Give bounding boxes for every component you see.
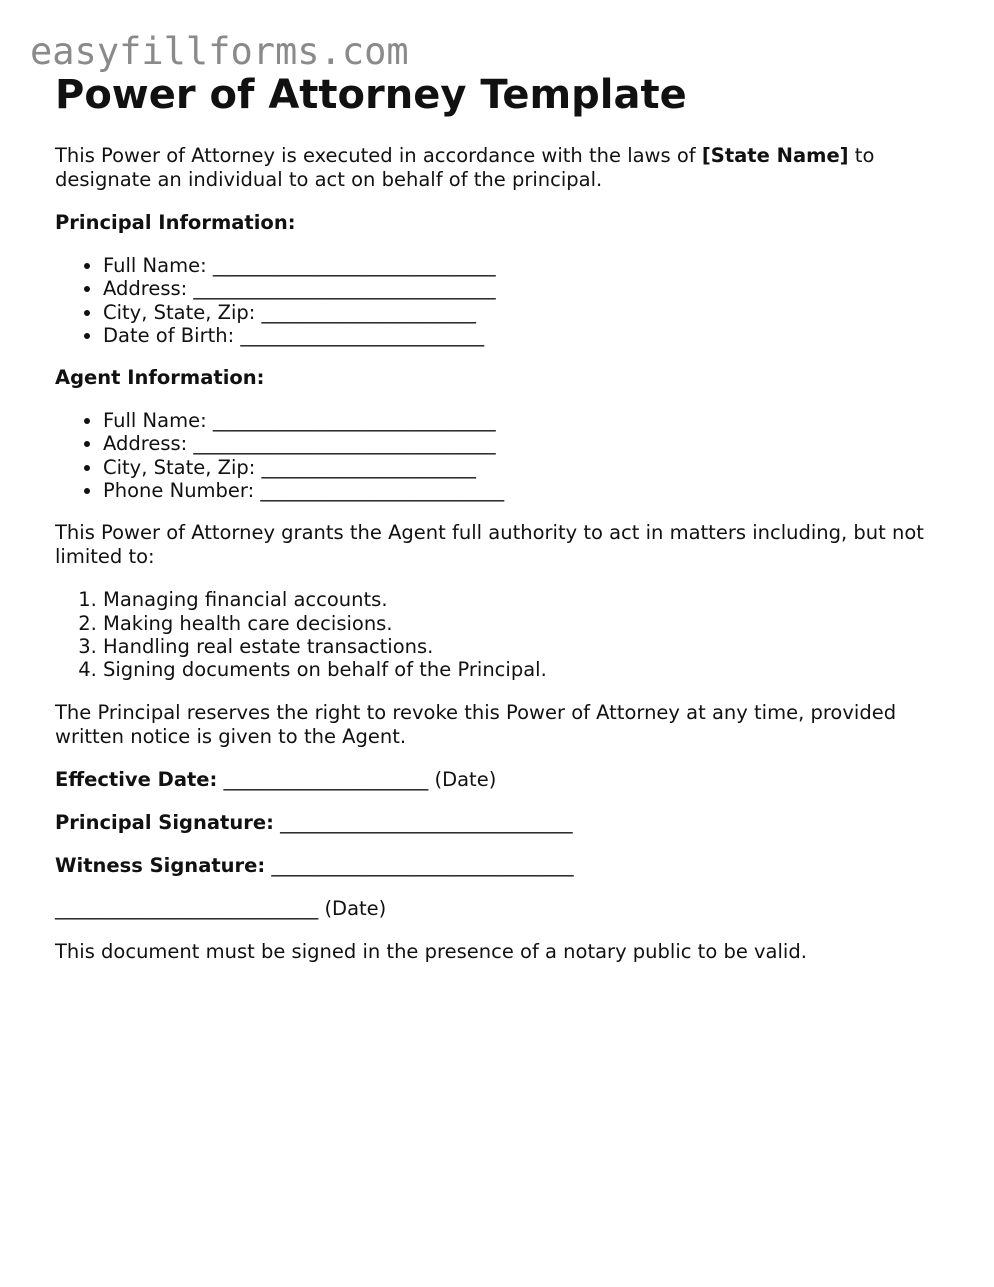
witness-date-field[interactable]: ___________________________ (Date): [55, 896, 387, 920]
agent-section-heading: Agent Information:: [55, 366, 265, 390]
effective-date-blank[interactable]: _____________________ (Date): [217, 767, 497, 791]
agent-fields-list: [55, 409, 935, 502]
document-body: [55, 70, 935, 964]
principal-signature-label: Principal Signature:: [55, 810, 274, 834]
principal-full-name-field[interactable]: • Full Name: _____________________________: [103, 254, 935, 277]
principal-fields-list: [55, 254, 935, 347]
watermark: easyfillforms.com: [30, 30, 409, 73]
revoke-paragraph: The Principal reserves the right to revoke this Power of Attorney at any time, provided written notice is given to the Agent.: [55, 700, 897, 748]
principal-date-of-birth-field[interactable]: • Date of Birth: _________________________: [103, 324, 935, 347]
page-title: Power of Attorney Template: [55, 72, 687, 118]
agent-phone-number-field[interactable]: • Phone Number: _________________________: [103, 479, 935, 502]
power-item: 2. Making health care decisions.: [103, 612, 935, 635]
witness-signature-field[interactable]: [55, 854, 935, 878]
principal-city-state-zip-field[interactable]: • City, State, Zip: ______________________: [103, 301, 935, 324]
principal-signature-blank[interactable]: ______________________________: [273, 810, 573, 834]
principal-signature-field[interactable]: [55, 811, 935, 835]
notary-notice: This document must be signed in the presence of a notary public to be valid.: [55, 939, 807, 963]
power-item: 1. Managing financial accounts.: [103, 588, 935, 611]
effective-date-field[interactable]: [55, 768, 935, 792]
intro-paragraph: [55, 144, 935, 192]
state-name-placeholder: [State Name]: [701, 144, 849, 167]
power-item: 4. Signing documents on behalf of the Principal.: [103, 658, 935, 681]
agent-address-field[interactable]: • Address: _______________________________: [103, 432, 935, 455]
agent-city-state-zip-field[interactable]: • City, State, Zip: ______________________: [103, 456, 935, 479]
witness-signature-label: Witness Signature:: [55, 853, 266, 877]
principal-address-field[interactable]: • Address: _______________________________: [103, 277, 935, 300]
grant-paragraph: This Power of Attorney grants the Agent full authority to act in matters including, but not limited to:: [55, 521, 924, 569]
effective-date-label: Effective Date:: [55, 767, 218, 791]
witness-signature-blank[interactable]: _______________________________: [265, 853, 574, 877]
powers-list: [55, 588, 935, 681]
intro-text-after: to designate an individual to act on behalf of the principal.: [55, 144, 875, 191]
principal-section-heading: Principal Information:: [55, 211, 296, 234]
agent-full-name-field[interactable]: • Full Name: _____________________________: [103, 409, 935, 432]
intro-text-before: This Power of Attorney is executed in accordance with the laws of: [55, 144, 702, 167]
power-item: 3. Handling real estate transactions.: [103, 635, 935, 658]
